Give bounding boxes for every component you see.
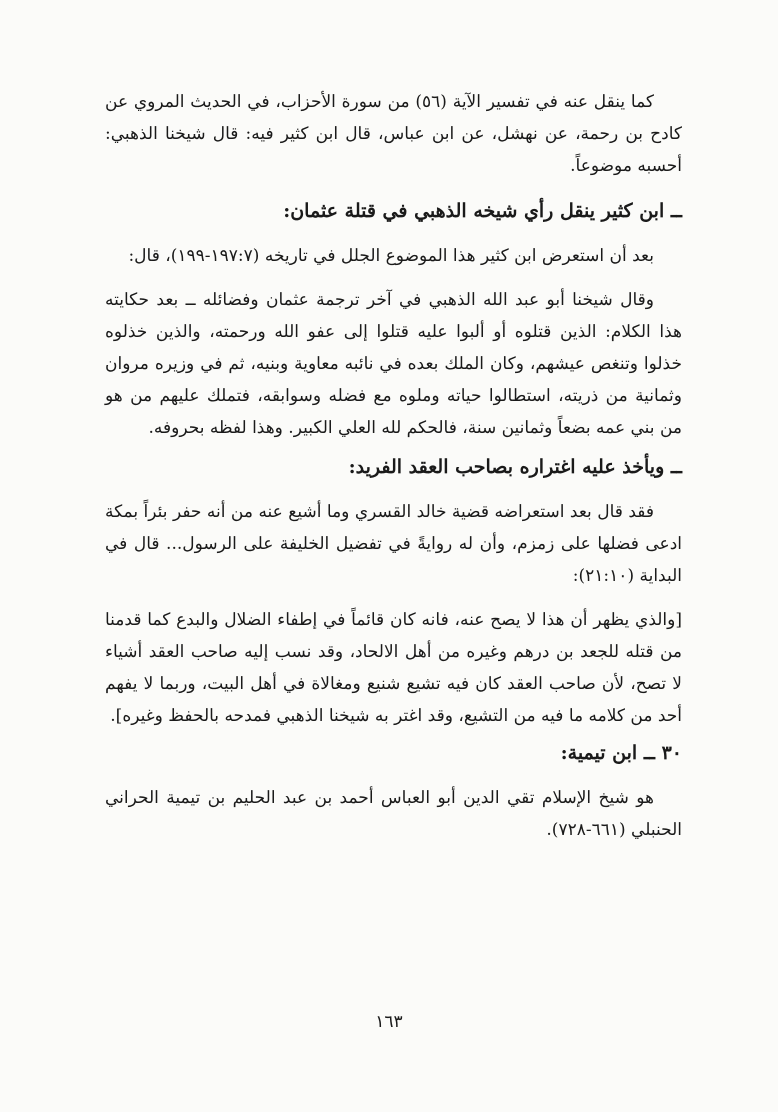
paragraph-ibn-taymiyya-bio: هو شيخ الإسلام تقي الدين أبو العباس أحمد بن عبد الحليم بن تيمية الحراني الحنبلي (٦٦١-٧٢٨). <box>105 788 682 840</box>
page-body <box>105 86 682 846</box>
paragraph-ibn-kathir-tafsir: كما ينقل عنه في تفسير الآية (٥٦) من سورة الأحزاب، في الحديث المروي عن كادح بن رحمة، عن نهشل، عن ابن عباس، قال ابن كثير فيه: قال شيخنا الذهبي: أحسبه موضوعاً. <box>105 92 682 176</box>
paragraph-dhahabi-quote: وقال شيخنا أبو عبد الله الذهبي في آخر ترجمة عثمان وفضائله ــ بعد حكايته هذا الكلام: الذين قتلوه أو ألبوا عليه قتلوا إلى عفو الله ورحمته، والذين خذلوه خذلوا وتنغص عيشهم، وكان الملك بعده في نائبه معاوية وبنيه، ثم في وزيره مروان وثمانية من ذريته، استطالوا حياته وملوه مع فضله وسوابقه، فتملك عليهم من هو من بني عمه بضعاً وثمانين سنة، فالحكم لله العلي الكبير. وهذا لفظه بحروفه. <box>105 290 682 438</box>
section-heading-ibn-taymiyya: ٣٠ ــ ابن تيمية: <box>560 742 682 764</box>
paragraph-khalid-qasri: فقد قال بعد استعراضه قضية خالد القسري وما أشيع عنه من أنه حفر بئراً بمكة ادعى فضلها على زمزم، وأن له روايةً في تفضيل الخليفة على الرسول... قال في البداية (٢١:١٠): <box>105 502 682 586</box>
section-heading-iqd-farid: ــ ويأخذ عليه اغتراره بصاحب العقد الفريد: <box>348 456 682 478</box>
quoted-passage: [والذي يظهر أن هذا لا يصح عنه، فانه كان قائماً في إطفاء الضلال والبدع كما قدمنا من قتله للجعد بن درهم وغيره من أهل الالحاد، وقد نسب إليه صاحب العقد أشياء لا تصح، لأن صاحب العقد كان فيه تشيع شنيع ومغالاة في أهل البيت، وربما لا يفهم أحد من كلامه ما فيه من التشيع، وقد اغتر به شيخنا الذهبي فمدحه بالحفظ وغيره]. <box>105 610 682 726</box>
section-heading-uthman: ــ ابن كثير ينقل رأي شيخه الذهبي في قتلة عثمان: <box>283 200 682 222</box>
paragraph-tarikh-intro: بعد أن استعرض ابن كثير هذا الموضوع الجلل في تاريخه (١٩٧:٧-١٩٩)، قال: <box>128 246 654 266</box>
page-number: ١٦٣ <box>375 1012 403 1032</box>
